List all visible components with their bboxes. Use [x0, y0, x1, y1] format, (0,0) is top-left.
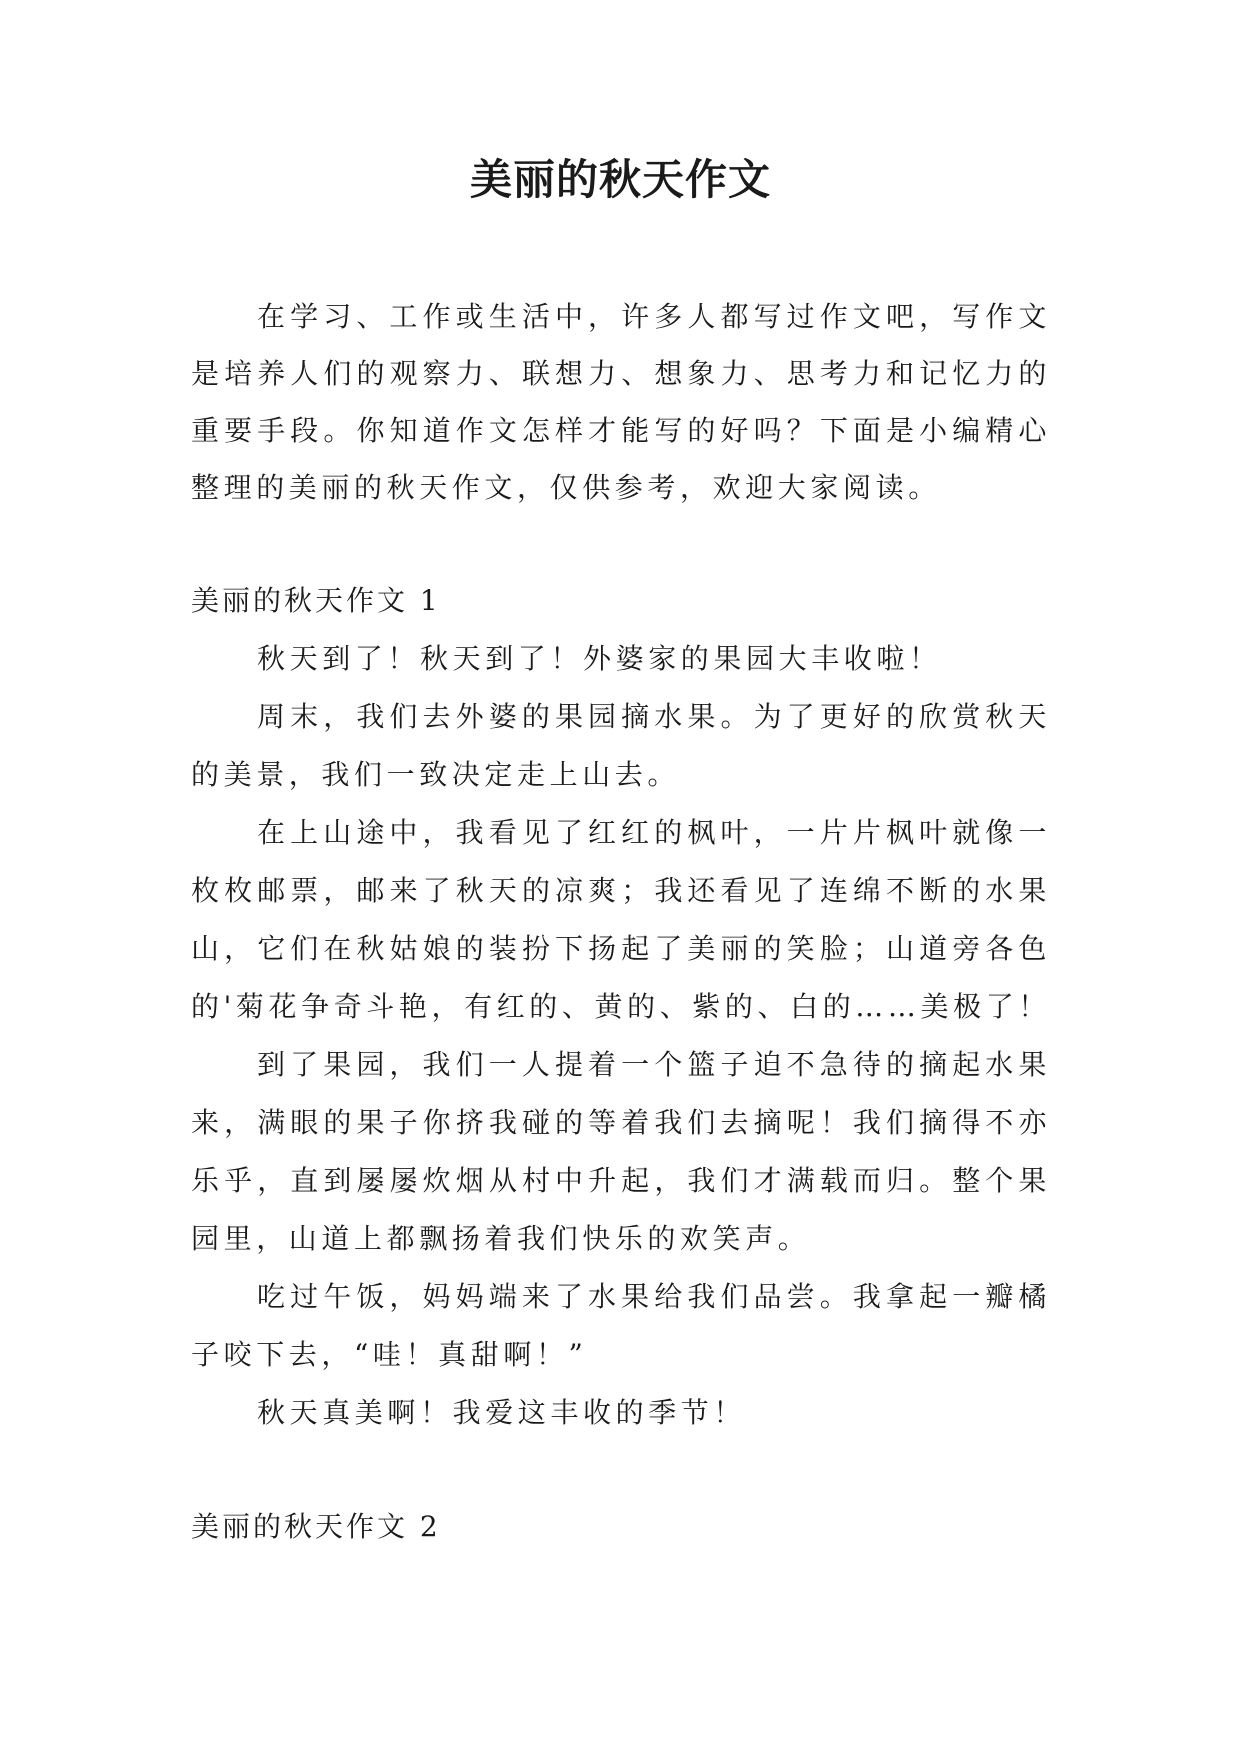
intro-paragraph: 在学习、工作或生活中，许多人都写过作文吧，写作文是培养人们的观察力、联想力、想象力、思考力和记忆力的重要手段。你知道作文怎样才能写的好吗？下面是小编精心整理的美丽的秋天作文，仅供参考，欢迎大家阅读。 — [191, 300, 1051, 504]
paragraph: 秋天真美啊！我爱这丰收的季节！ — [257, 1396, 747, 1429]
paragraph: 周末，我们去外婆的果园摘水果。为了更好的欣赏秋天的美景，我们一致决定走上山去。 — [191, 700, 1051, 791]
document-body — [191, 288, 1051, 1556]
paragraph: 在上山途中，我看见了红红的枫叶，一片片枫叶就像一枚枚邮票，邮来了秋天的凉爽；我还看见了连绵不断的水果山，它们在秋姑娘的装扮下扬起了美丽的笑脸；山道旁各色的'菊花争奇斗艳，有红的、黄的、紫的、白的……美极了！ — [191, 816, 1051, 1023]
paragraph: 吃过午饭，妈妈端来了水果给我们品尝。我拿起一瓣橘子咬下去，“哇！真甜啊！” — [191, 1280, 1051, 1371]
document-title: 美丽的秋天作文 — [469, 155, 771, 204]
paragraph: 到了果园，我们一人提着一个篮子迫不急待的摘起水果来，满眼的果子你挤我碰的等着我们去摘呢！我们摘得不亦乐乎，直到屡屡炊烟从村中升起，我们才满载而归。整个果园里，山道上都飘扬着我们快乐的欢笑声。 — [191, 1048, 1051, 1255]
paragraph: 秋天到了！秋天到了！外婆家的果园大丰收啦！ — [257, 642, 942, 675]
section-heading-1: 美丽的秋天作文 1 — [191, 584, 441, 617]
section-heading-2: 美丽的秋天作文 2 — [191, 1510, 441, 1543]
